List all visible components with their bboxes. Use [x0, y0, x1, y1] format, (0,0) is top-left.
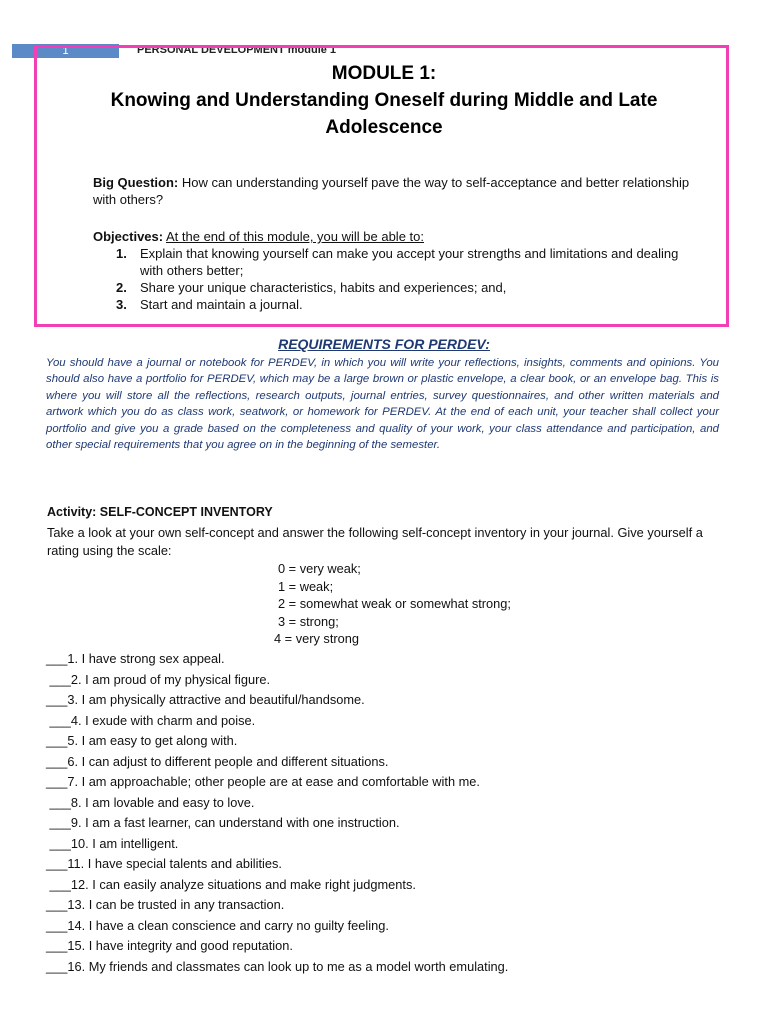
- inventory-item: ___6. I can adjust to different people and different situations.: [46, 753, 389, 769]
- objective-text: Start and maintain a journal.: [140, 297, 303, 312]
- objective-item: [112, 296, 692, 313]
- inventory-item: ___2. I am proud of my physical figure.: [46, 671, 271, 687]
- objectives-intro: At the end of this module, you will be able to:: [166, 229, 424, 244]
- module-title-line2: Adolescence: [325, 117, 443, 138]
- objectives-heading: [93, 228, 424, 245]
- objective-text: Share your unique characteristics, habits and experiences; and,: [140, 280, 507, 295]
- page-number-bar: 1: [12, 44, 119, 58]
- objective-number: 3.: [116, 297, 127, 312]
- inventory-item: ___14. I have a clean conscience and carry no guilty feeling.: [46, 917, 389, 933]
- inventory-item: ___10. I am intelligent.: [46, 835, 179, 851]
- requirements-body: You should have a journal or notebook for PERDEV, in which you will write your reflections, insights, comments and opinions. You should also have a portfolio for PERDEV, which may be a large brown or plastic envelope, a clear book, or an envelope bag. This is where you will store all the reflections, research outputs, journal entries, survey questionnaires, and other written materials and artwork which you do as class work, seatwork, or homework for PERDEV. At the end of each unit, your teacher shall collect your portfolio and give you a grade based on the completeness and quality of your work, your class attendance and participation, and other special requirements that you agree on in the beginning of the semester.: [46, 357, 719, 452]
- activity-title: Activity: SELF-CONCEPT INVENTORY: [47, 505, 273, 519]
- inventory-item: ___11. I have special talents and abilities.: [46, 856, 282, 871]
- scale-item: 1 = weak;: [278, 578, 334, 594]
- scale-item: 4 = very strong: [274, 631, 359, 647]
- objective-number: 1.: [116, 246, 127, 261]
- objectives-list: [112, 245, 692, 313]
- big-question-label: Big Question:: [93, 175, 179, 190]
- inventory-item: ___5. I am easy to get along with.: [46, 733, 238, 748]
- activity-intro: Take a look at your own self-concept and answer the following self-concept inventory in your journal. Give yourself a rating using the scale:: [47, 525, 703, 558]
- module-label: MODULE 1:: [331, 63, 437, 84]
- inventory-item: ___4. I exude with charm and poise.: [46, 712, 256, 728]
- objectives-label: Objectives:: [93, 229, 164, 244]
- inventory-item: ___15. I have integrity and good reputation.: [46, 938, 293, 953]
- inventory-item: ___7. I am approachable; other people are at ease and comfortable with me.: [46, 774, 480, 789]
- big-question-text: How can understanding yourself pave the way to self-acceptance and better relationship with others?: [93, 175, 690, 207]
- scale-item: 0 = very weak;: [278, 561, 361, 576]
- inventory-list: [46, 649, 508, 977]
- objective-number: 2.: [116, 280, 127, 295]
- inventory-item: ___1. I have strong sex appeal.: [46, 651, 225, 666]
- running-header: PERSONAL DEVELOPMENT module 1: [137, 44, 337, 56]
- objective-text: Explain that knowing yourself can make you accept your strengths and limitations and dealing with others better;: [140, 246, 679, 278]
- inventory-item: ___3. I am physically attractive and beautiful/handsome.: [46, 692, 365, 707]
- inventory-item: ___12. I can easily analyze situations and make right judgments.: [46, 876, 416, 892]
- objective-item: [112, 245, 692, 279]
- inventory-item: ___8. I am lovable and easy to love.: [46, 794, 255, 810]
- scale-item: 3 = strong;: [278, 613, 339, 629]
- module-title-line1: Knowing and Understanding Oneself during Middle and Late: [110, 90, 658, 111]
- inventory-item: ___13. I can be trusted in any transaction.: [46, 897, 285, 912]
- scale-item: 2 = somewhat weak or somewhat strong;: [278, 596, 511, 612]
- rating-scale: [274, 560, 578, 648]
- big-question: [93, 174, 693, 208]
- requirements-title: REQUIREMENTS FOR PERDEV:: [278, 336, 490, 352]
- inventory-item: ___16. My friends and classmates can look up to me as a model worth emulating.: [46, 958, 509, 974]
- objective-item: [112, 279, 692, 296]
- inventory-item: ___9. I am a fast learner, can understand with one instruction.: [46, 815, 400, 830]
